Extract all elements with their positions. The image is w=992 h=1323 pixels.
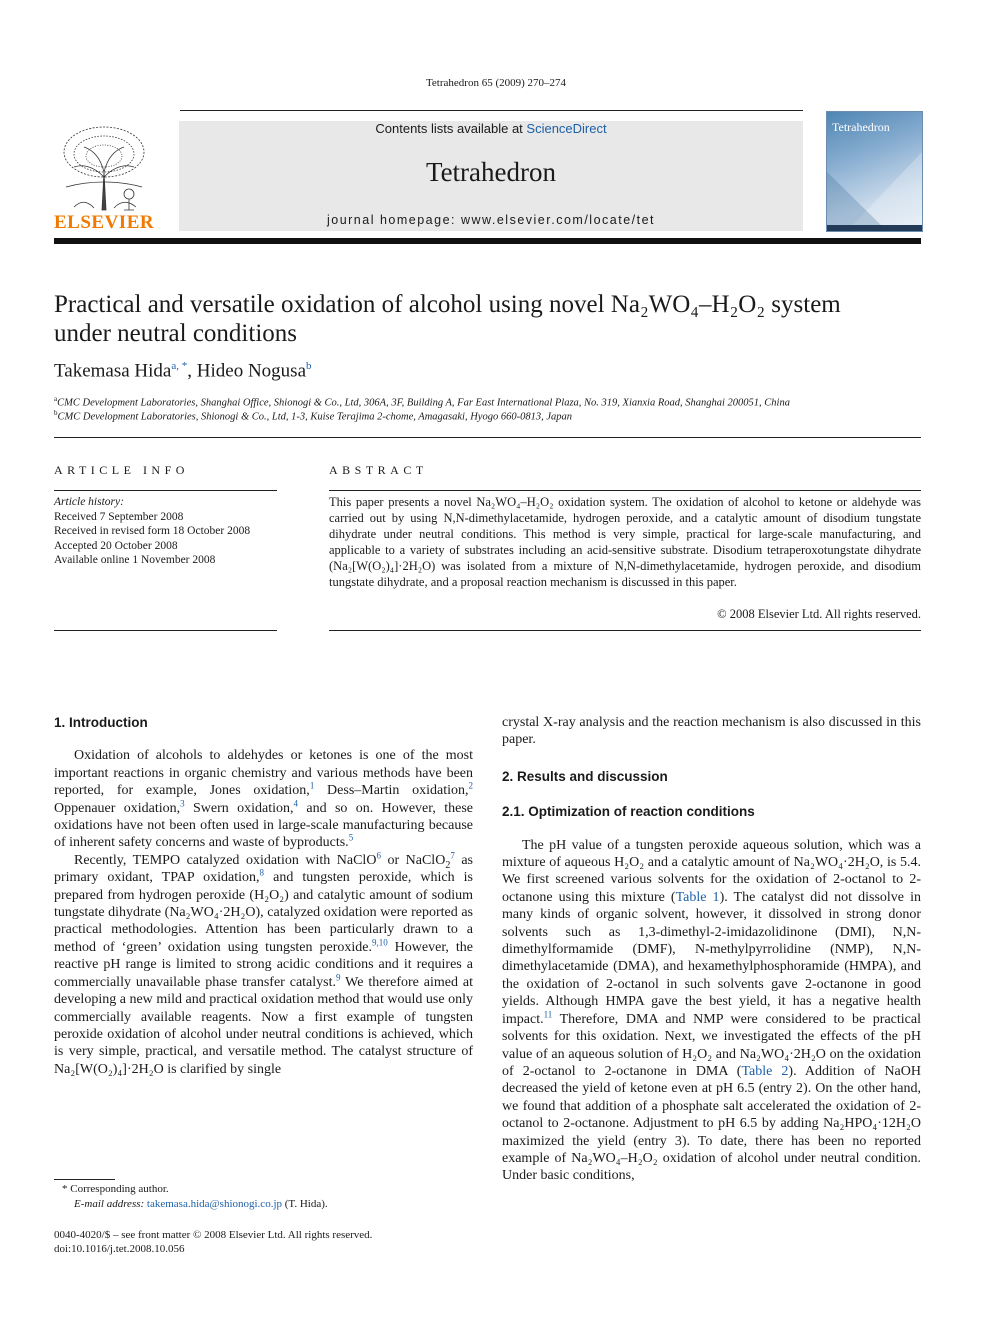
- right-column: [502, 714, 921, 1185]
- journal-citation: Tetrahedron 65 (2009) 270–274: [425, 77, 567, 89]
- subscript: 2: [445, 859, 451, 871]
- abstract-label: ABSTRACT: [329, 463, 428, 477]
- journal-title: Tetrahedron: [425, 157, 557, 187]
- left-column: [54, 714, 473, 1078]
- reference-link[interactable]: 5: [348, 832, 354, 843]
- text-run: Therefore, DMA and NMP were considered to be practical solvents for this oxidation. Next, we investigated the effects of the pH value of an aqueous solution of H₂O₂ and Na₂WO₄·2H₂O on the oxidation of 2-octanol to 2-octanone in DMA (: [502, 1011, 921, 1079]
- text-run: Swern oxidation,: [184, 800, 294, 816]
- abstract-bottom-rule: [329, 630, 921, 631]
- abstract-text: This paper presents a novel Na₂WO₄–H₂O₂ oxidation system. The oxidation of alcohol to ketone or aldehyde was carried out by using N,N-dimethylacetamide, hydrogen peroxide, and a catalytic amount of disodium tungstate dihydrate under neutral conditions. This method is very simple, practical for large-scale manufacturing, and applicable to a variety of substrates including an acid-sensitive substrate. Disodium tetraperoxotungstate dihydrate (Na₂[W(O₂)₄]·2H₂O) was isolated from a mixture of N,N-dimethylacetamide, hydrogen peroxide, and disodium tungstate dihydrate, and a proposal reaction mechanism is discussed in this paper.: [329, 495, 921, 589]
- title-line-1: Practical and versatile oxidation of alcohol using novel Na₂WO₄–H₂O₂ system: [54, 291, 841, 318]
- affiliation-b: [54, 409, 924, 423]
- intro-paragraph-2: [54, 852, 473, 1078]
- article-info-rule: [54, 490, 277, 491]
- journal-cover-thumbnail: [826, 111, 923, 232]
- text-run: We therefore aimed at developing a new mild and practical oxidation method that would use only commercially available reagents. Now a first example of tungsten peroxide oxidation of alcohol under neutral conditions is achieved, which is very simple, practical, and versatile method. The catalyst structure of Na₂[W(O₂)₄]·2H₂O is clarified by single: [54, 974, 473, 1077]
- subsection-heading-optimization: 2.1. Optimization of reaction conditions: [502, 804, 755, 820]
- section-heading-results: 2. Results and discussion: [502, 768, 668, 784]
- elsevier-wordmark: ELSEVIER: [54, 212, 155, 233]
- text-run: as primary oxidant, TPAP oxidation,: [54, 852, 473, 886]
- article-info-bottom-rule: [54, 630, 277, 631]
- article-history: [54, 495, 279, 568]
- contents-prefix: Contents lists available at: [375, 121, 527, 136]
- text-run: However, the reactive pH range is limited to strong acidic conditions and it requires a commercially unavailable phase transfer catalyst.: [54, 939, 474, 990]
- text-run: Oxidation of alcohols to aldehydes or ketones is one of the most important reactions in organic chemistry and various methods have been reported, for example, Jones oxidation,: [54, 748, 473, 799]
- issn-line: 0040-4020/$ – see front matter © 2008 Elsevier Ltd. All rights reserved.: [54, 1229, 373, 1241]
- text-run: Oppenauer oxidation,: [54, 800, 181, 816]
- text-run: Recently, TEMPO catalyzed oxidation with NaClO: [74, 852, 377, 868]
- abstract-copyright: © 2008 Elsevier Ltd. All rights reserved.: [717, 607, 921, 621]
- reference-link[interactable]: 9,10: [371, 937, 388, 948]
- author-affiliation-marks[interactable]: a, *: [171, 360, 188, 372]
- title-line-2: under neutral conditions: [54, 320, 297, 347]
- reference-link[interactable]: 2: [468, 780, 473, 791]
- abstract-rule: [329, 490, 921, 491]
- continued-paragraph: crystal X-ray analysis and the reaction mechanism is also discussed in this paper.: [502, 715, 921, 748]
- reference-link[interactable]: 6: [376, 850, 381, 861]
- table-2-link[interactable]: Table 2: [741, 1063, 789, 1079]
- reference-link[interactable]: 8: [259, 867, 265, 878]
- text-run: or NaClO: [380, 852, 446, 868]
- text-run: and tungsten peroxide, which is prepared from hydrogen peroxide (H₂O₂) and catalytic amount of sodium tungstate dihydrate (Na₂WO₄·2H₂O), catalyzed oxidation were reported as practical methodologies. Attention has been particularly drawn to a method of ‘green’ oxidation using tungsten peroxide.: [54, 870, 474, 955]
- affiliation-rule: [54, 437, 921, 438]
- footnote-rule: [54, 1179, 115, 1180]
- sciencedirect-link[interactable]: ScienceDirect: [526, 121, 607, 136]
- reference-link[interactable]: 9: [336, 972, 341, 983]
- history-accepted: Accepted 20 October 2008: [54, 539, 178, 552]
- text-run: Dess–Martin oxidation,: [314, 783, 469, 799]
- cover-title: Tetrahedron: [832, 120, 890, 134]
- email-suffix: (T. Hida).: [282, 1198, 328, 1210]
- affiliation-mark: a: [54, 395, 58, 403]
- text-run: The pH value of a tungsten peroxide aqueous solution, which was a mixture of aqueous H₂O₂ and a catalytic amount of Na₂WO₄·2H₂O, is 5.4. We first screened various solvents for the oxidation of 2-octanol to 2-octanone using this mixture (: [502, 837, 921, 905]
- reference-link[interactable]: 1: [309, 780, 315, 791]
- affiliation-a: [54, 395, 924, 409]
- history-revised: Received in revised form 18 October 2008: [54, 525, 251, 537]
- cover-bar: [827, 225, 922, 231]
- affiliation-text: CMC Development Laboratories, Shanghai Office, Shionogi & Co., Ltd, 306A, 3F, Building A, Far East International Plaza, No. 319, Xianxia Road, Shanghai 200051, China: [57, 397, 790, 409]
- cover-graphic: [827, 112, 922, 231]
- doi-line[interactable]: doi:10.1016/j.tet.2008.10.056: [54, 1243, 185, 1255]
- footnote-corresponding: * Corresponding author.: [62, 1183, 169, 1195]
- text-run: and so on. However, these oxidations have not been often used in large-scale manufacturing because of inherent safety concerns and waste of byproducts.: [54, 800, 473, 851]
- results-paragraph-1: [502, 837, 921, 1185]
- text-run: ). The catalyst did not dissolve in many kinds of organic solvent, however, it dissolved in strong donor solvents such as 1,3-dimethyl-2-imidazolidinone (DMI), N,N-dimethylformamide (DMF), N-methylpyrrolidine (NMP), N,N-dimethylacetamide (DMA), and hexamethylphosphoramide (HMPA), and the oxidation of 2-octanol in such solvents gave 2-octanone in good yields. Although HMPA gave the best yield, it has a negative health impact.: [502, 889, 921, 1027]
- email-label: E-mail address:: [74, 1198, 147, 1210]
- reference-link[interactable]: 3: [180, 797, 185, 808]
- author-name: Takemasa Hida: [54, 360, 172, 382]
- header-thick-rule: [54, 238, 921, 244]
- header-rule: [180, 110, 803, 111]
- journal-homepage[interactable]: journal homepage: www.elsevier.com/locate/tet: [326, 213, 656, 227]
- affiliation-text: CMC Development Laboratories, Shionogi & Co., Ltd, 1-3, Kuise Terajima 2-chome, Amagasaki, Hyogo 660-0813, Japan: [57, 411, 572, 423]
- affiliation-mark: b: [54, 409, 58, 417]
- history-label: Article history:: [54, 496, 124, 508]
- reference-link[interactable]: 11: [543, 1009, 553, 1020]
- contents-line: [179, 121, 803, 136]
- history-received: Received 7 September 2008: [54, 510, 184, 523]
- footnote-email: [74, 1198, 494, 1210]
- reference-link[interactable]: 4: [293, 797, 299, 808]
- article-info-label: ARTICLE INFO: [54, 463, 189, 477]
- author-name: Hideo Nogusa: [196, 360, 306, 382]
- author-affiliation-marks[interactable]: b: [306, 360, 312, 372]
- author-list: Takemasa Hida$^{a, *}$, Hideo Nogusa$^b$: [54, 360, 312, 382]
- article-title: [54, 290, 924, 348]
- reference-link[interactable]: 7: [450, 850, 455, 861]
- section-heading-introduction: 1. Introduction: [54, 715, 148, 730]
- text-run: ). Addition of NaOH decreased the yield of ketone even at pH 6.5 (entry 2). On the other hand, we found that addition of a phosphate salt accelerated the oxidation of 2-octanol to 2-octanone. Adjustment to pH 6.5 by adding Na₂HPO₄·12H₂O maximized the yield (entry 3). To date, there has been no reported example of Na₂WO₄–H₂O₂ oxidation of alcohol under neutral condition. Under basic conditions,: [502, 1063, 921, 1184]
- intro-paragraph-1: [54, 747, 473, 851]
- table-1-link[interactable]: Table 1: [675, 889, 720, 905]
- history-online: Available online 1 November 2008: [54, 554, 216, 566]
- email-link[interactable]: takemasa.hida@shionogi.co.jp: [146, 1198, 282, 1210]
